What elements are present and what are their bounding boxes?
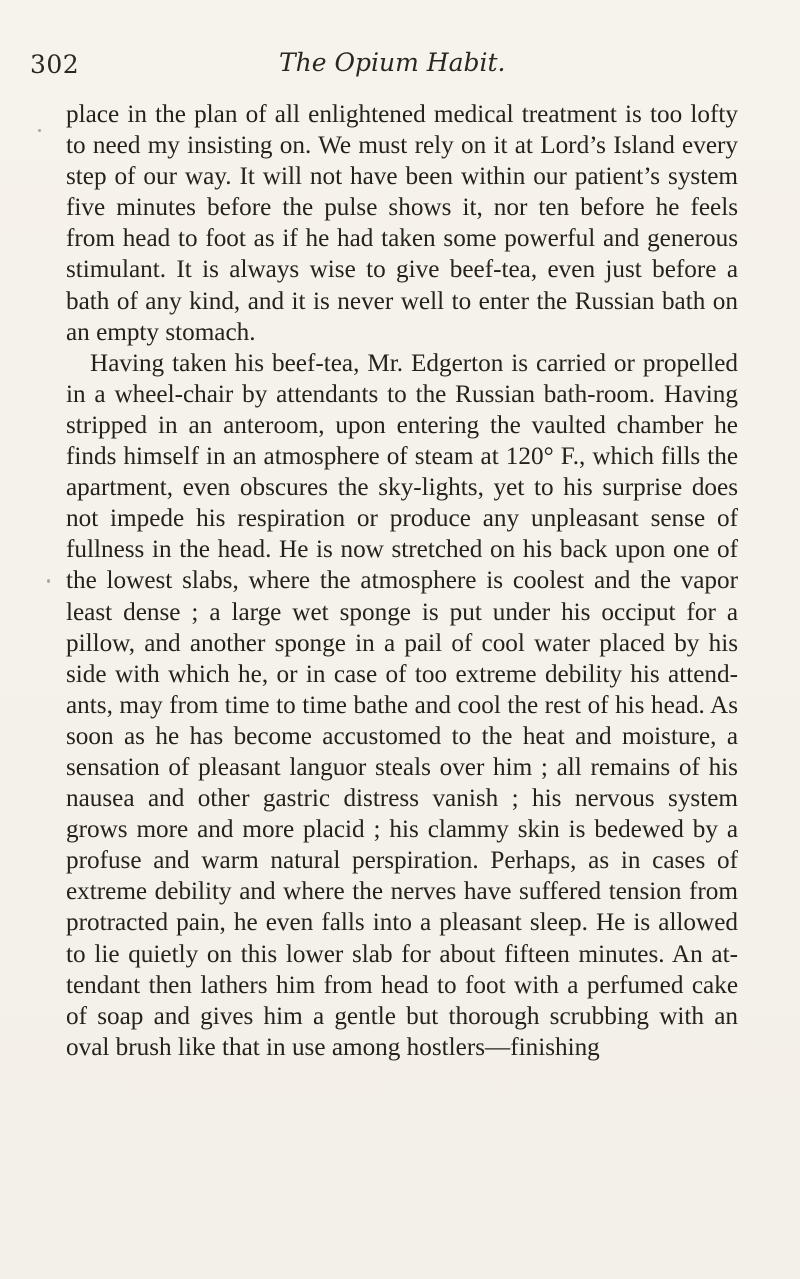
margin-speck (38, 129, 41, 132)
paragraph-continued: place in the plan of all enlightened medical treatment is too lofty to need my insisting on. We must rely on it at Lord’s Island every step of our way. It will not have been within our patient’s system five minutes before the pulse shows it, nor ten before he feels from head to foot as if he had taken some powerful and generous stimulant. It is always wise to give beef-tea, even just before a bath of any kind, and it is never well to enter the Russian bath on an empty stomach. (66, 101, 738, 346)
body-text (66, 99, 738, 1063)
page-number: 302 (30, 50, 80, 79)
paragraph-russian-bath: Having taken his beef-tea, Mr. Edgerton is carried or propelled in a wheel-chair by attendants to the Russian bath-room. Having stripped in an anteroom, upon entering the vaulted chamber he finds himself in an atmosphere of steam at 120° F., which fills the apartment, even obscures the sky-lights, yet to his surprise does not impede his respiration or produce any unpleasant sense of fullness in the head. He is now stretched on his back upon one of the lowest slabs, where the atmosphere is coolest and the vapor least dense ; a large wet sponge is put under his occiput for a pillow, and another sponge in a pail of cool water placed by his side with which he, or in case of too extreme debility his attend-ants, may from time to time bathe and cool the rest of his head. As soon as he has become accustomed to the heat and moisture, a sensation of pleasant languor steals over him ; all remains of his nausea and other gastric distress vanish ; his nervous system grows more and more placid ; his clammy skin is bedewed by a profuse and warm natural perspiration. Perhaps, as in cases of extreme debility and where the nerves have suffered tension from protracted pain, he even falls into a pleasant sleep. He is allowed to lie quietly on this lower slab for about fifteen minutes. An at-tendant then lathers him from head to foot with a perfumed cake of soap and gives him a gentle but thorough scrubbing with an oval brush like that in use among hostlers—finishing (66, 349, 738, 1061)
running-title: The Opium Habit. (279, 48, 506, 77)
margin-speck (47, 579, 50, 583)
running-head (30, 48, 770, 88)
